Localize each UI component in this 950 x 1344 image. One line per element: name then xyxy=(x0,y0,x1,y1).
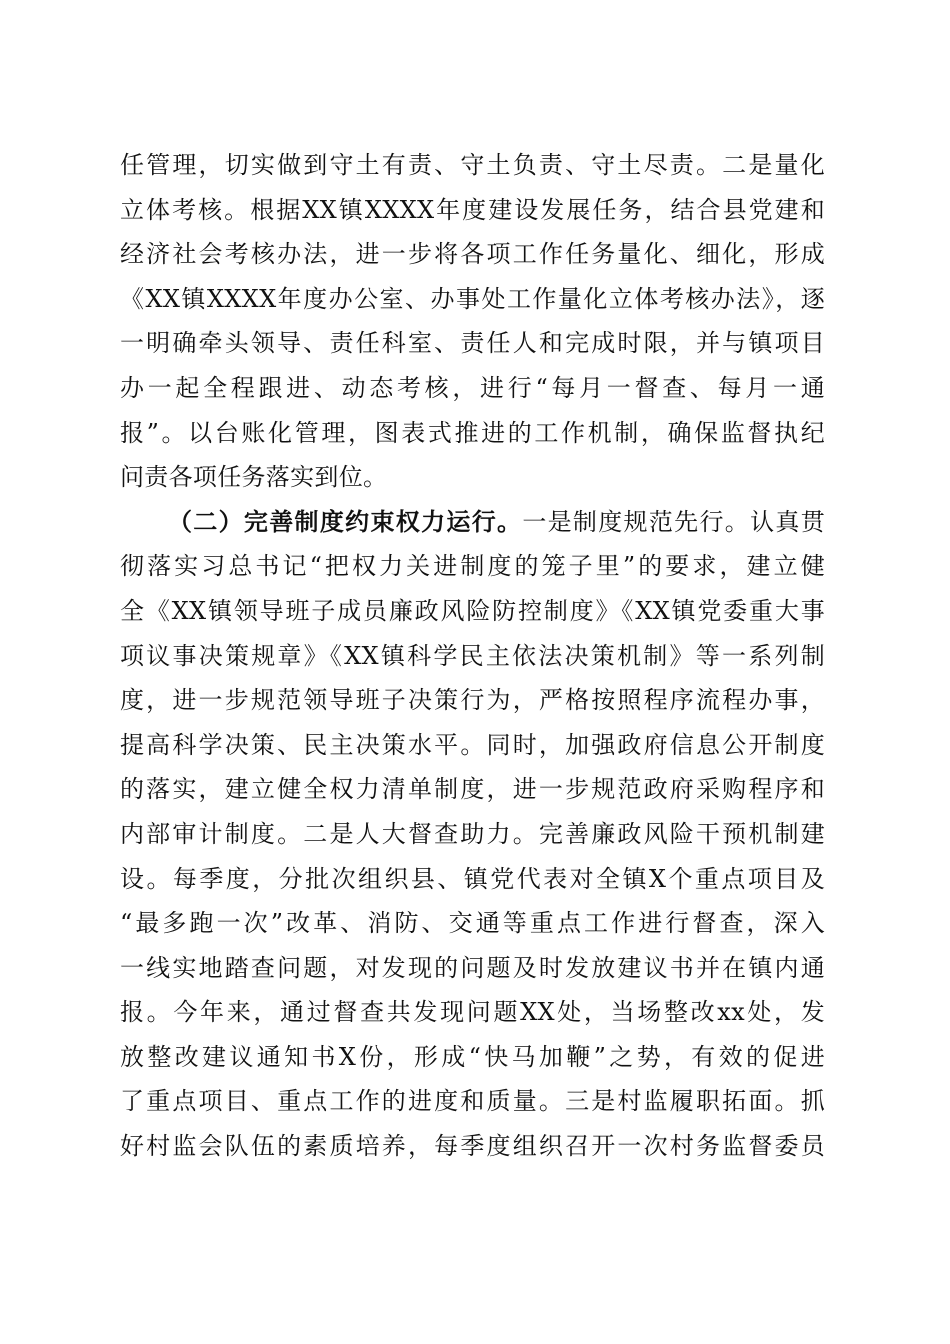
text-line: 一线实地踏查问题，对发现的问题及时发放建议书并在镇内通 xyxy=(120,953,825,982)
text-line: 一明确牵头领导、责任科室、责任人和完成时限，并与镇项目 xyxy=(120,329,825,358)
body-text xyxy=(120,143,825,1169)
text-line: 的落实，建立健全权力清单制度，进一步规范政府采购程序和 xyxy=(120,775,825,804)
paragraph-2 xyxy=(120,500,825,1169)
text-line: 度，进一步规范领导班子决策行为，严格按照程序流程办事， xyxy=(120,686,825,715)
text-line: 办一起全程跟进、动态考核，进行“每月一督查、每月一通 xyxy=(120,373,825,402)
text-line: 彻落实习总书记“把权力关进制度的笼子里”的要求，建立健 xyxy=(120,552,825,581)
text-line: 报”。以台账化管理，图表式推进的工作机制，确保监督执纪 xyxy=(120,418,825,447)
text-line: 放整改建议通知书X份，形成“快马加鞭”之势，有效的促进 xyxy=(120,1042,825,1071)
text-line: 报。今年来，通过督查共发现问题XX处，当场整改xx处，发 xyxy=(120,998,825,1027)
text-line: 任管理，切实做到守土有责、守土负责、守土尽责。二是量化 xyxy=(120,151,825,179)
paragraph-2-first-line xyxy=(120,500,825,545)
text-line: “最多跑一次”改革、消防、交通等重点工作进行督查，深入 xyxy=(120,909,825,938)
text-line: 内部审计制度。二是人大督查助力。完善廉政风险干预机制建 xyxy=(120,819,825,848)
text-line: 好村监会队伍的素质培养，每季度组织召开一次村务监督委员 xyxy=(120,1132,825,1161)
text-line: 全《XX镇领导班子成员廉政风险防控制度》《XX镇党委重大事 xyxy=(120,596,825,625)
paragraph-1 xyxy=(120,143,825,500)
text-line: 提高科学决策、民主决策水平。同时，加强政府信息公开制度 xyxy=(120,730,825,759)
text-line: 《XX镇XXXX年度办公室、办事处工作量化立体考核办法》，逐 xyxy=(120,284,825,313)
section-heading: （二）完善制度约束权力运行。 xyxy=(168,506,523,536)
text-line: 项议事决策规章》《XX镇科学民主依法决策机制》等一系列制 xyxy=(120,641,825,670)
text-fragment: 一是制度规范先行。认真贯 xyxy=(522,507,825,536)
text-line: 问责各项任务落实到位。 xyxy=(120,463,388,492)
text-line: 立体考核。根据XX镇XXXX年度建设发展任务，结合县党建和 xyxy=(120,195,825,224)
text-line: 了重点项目、重点工作的进度和质量。三是村监履职拓面。抓 xyxy=(120,1087,825,1116)
text-line: 设。每季度，分批次组织县、镇党代表对全镇X个重点项目及 xyxy=(120,864,825,893)
text-line: 经济社会考核办法，进一步将各项工作任务量化、细化，形成 xyxy=(120,240,825,269)
